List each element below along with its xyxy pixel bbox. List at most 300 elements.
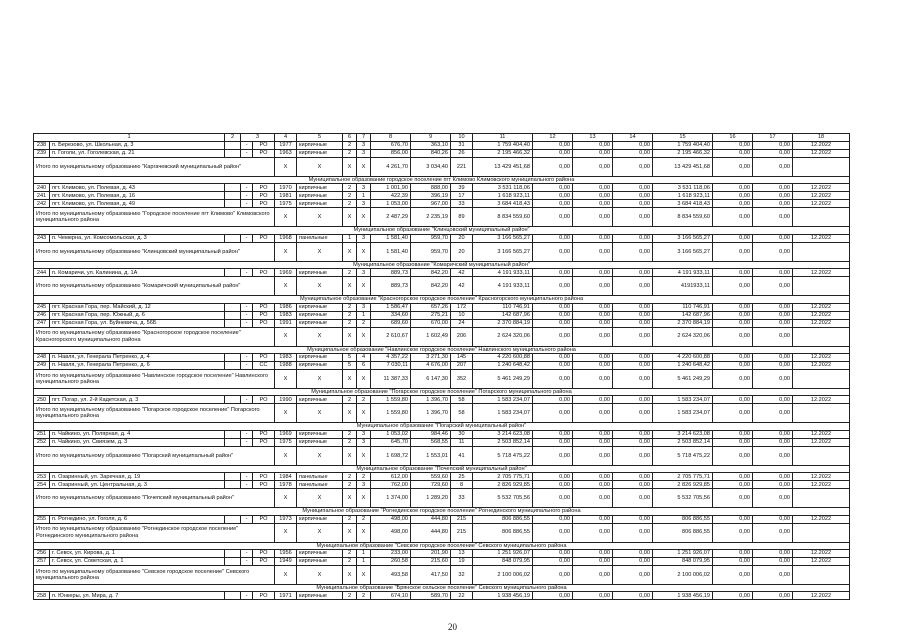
table-cell: кирпичные [297,354,343,362]
address-cell: пгт. Погар, ул. 2-й Кадетская, д. 3 [50,396,225,404]
table-cell: 2 [343,150,357,158]
table-cell: 0,00 [713,269,753,277]
table-cell: 848 079,95 [473,558,533,566]
subtotal-cell: 0,00 [573,404,613,423]
table-cell: 2 826 929,85 [653,481,713,489]
subtotal-cell: 221 [451,158,473,177]
section-header-row [34,296,850,303]
table-cell: 4 [357,354,371,362]
subtotal-cell: 4191933,11 [653,277,713,296]
table-cell: - [241,200,253,208]
subtotal-cell: X [357,277,371,296]
table-cell: 1 581,40 [371,234,411,242]
table-cell: 0,00 [613,150,653,158]
table-cell: 670,00 [411,319,451,327]
table-cell [225,362,241,370]
table-cell: 3 271,30 [411,354,451,362]
table-cell: 559,60 [411,473,451,481]
table-cell: 0,00 [613,303,653,311]
table-cell: РО [253,473,275,481]
table-cell: 0,00 [533,200,573,208]
table-cell: 253 [34,473,50,481]
table-cell: 1975 [275,438,297,446]
subtotal-cell: 0,00 [613,158,653,177]
table-cell: 0,00 [573,430,613,438]
subtotal-cell: X [275,404,297,423]
table-cell: 3 214 623,08 [653,430,713,438]
table-cell: 4 676,00 [411,362,451,370]
subtotal-cell: 0,00 [713,404,753,423]
table-cell: 1 583 234,07 [653,396,713,404]
subtotal-cell: 2 624 320,06 [473,327,533,346]
table-cell: 3 [357,269,371,277]
table-cell: - [241,354,253,362]
table-cell: 0,00 [713,558,753,566]
table-cell: панельные [297,473,343,481]
table-cell: 396,19 [411,192,451,200]
table-cell: 0,00 [753,200,793,208]
table-cell: 1981 [275,192,297,200]
table-cell: 0,00 [573,592,613,600]
table-cell: 689,60 [371,319,411,327]
table-cell: 142 687,96 [653,311,713,319]
table-cell: кирпичные [297,200,343,208]
table-cell: 12.2022 [793,269,850,277]
subtotal-cell: 1 553,01 [411,446,451,465]
table-cell: 0,00 [713,234,753,242]
table-cell: кирпичные [297,184,343,192]
table-cell: 3 [357,481,371,489]
table-cell: РО [253,311,275,319]
table-cell [225,592,241,600]
subtotal-cell [793,404,850,423]
table-row [34,438,850,446]
table-cell: 363,10 [411,142,451,150]
table-cell: - [241,592,253,600]
subtotal-cell: X [275,566,297,585]
subtotal-row [34,446,850,465]
table-cell: 2 370 884,19 [653,319,713,327]
table-cell: 3 [357,430,371,438]
subtotal-cell: 8 834 559,60 [473,208,533,227]
page-number: 20 [448,622,457,632]
table-cell: 1 583 234,07 [473,396,533,404]
subtotal-cell: 0,00 [573,158,613,177]
subtotal-label: Итого по муниципальному образованию "Рогнединское городское поселение" Рогнединского муниципального района [34,523,275,542]
table-cell: 1 938 456,19 [473,592,533,600]
subtotal-cell: 0,00 [713,277,753,296]
table-cell: - [241,558,253,566]
table-cell: 0,00 [573,396,613,404]
table-cell: 0,00 [613,438,653,446]
table-cell: 612,00 [371,473,411,481]
table-cell: 12.2022 [793,515,850,523]
table-cell: 3 531 118,06 [653,184,713,192]
subtotal-cell: X [297,566,343,585]
subtotal-cell: 0,00 [613,277,653,296]
header-cell: 13 [573,134,613,142]
table-cell: 0,00 [613,362,653,370]
table-cell: кирпичные [297,319,343,327]
table-cell: - [241,550,253,558]
subtotal-cell: 1 559,80 [371,404,411,423]
table-cell: 2 [343,303,357,311]
header-cell: 1 [34,134,225,142]
table-cell: 239 [34,150,50,158]
table-cell: 1 [343,234,357,242]
header-cell: 16 [713,134,753,142]
table-cell: 498,00 [371,515,411,523]
subtotal-cell [793,242,850,261]
section-title: Муниципальное образование "Погарский муниципальный район" [34,423,850,430]
table-cell: 10 [451,311,473,319]
table-cell: 0,00 [533,430,573,438]
subtotal-cell: X [297,404,343,423]
subtotal-cell: 3 166 565,27 [653,242,713,261]
table-row [34,303,850,311]
table-cell: 959,70 [411,234,451,242]
table-cell: 0,00 [753,234,793,242]
table-cell: 12.2022 [793,234,850,242]
table-cell: 967,00 [411,200,451,208]
table-cell: 1 053,00 [371,200,411,208]
table-cell: 172 [451,303,473,311]
table-row [34,354,850,362]
table-cell: 3 [357,234,371,242]
table-cell: 444,80 [411,515,451,523]
subtotal-cell: 5 718 475,22 [653,446,713,465]
table-cell: 0,00 [573,234,613,242]
table-row [34,311,850,319]
subtotal-cell: 41 [451,446,473,465]
subtotal-cell: 0,00 [533,242,573,261]
table-cell: кирпичные [297,269,343,277]
subtotal-cell: 2 235,19 [411,208,451,227]
table-cell: 0,00 [753,515,793,523]
table-cell: РО [253,481,275,489]
table-cell: 4 220 600,88 [473,354,533,362]
subtotal-row [34,523,850,542]
table-cell: 12.2022 [793,192,850,200]
subtotal-cell: X [357,158,371,177]
table-cell: кирпичные [297,192,343,200]
subtotal-cell: 0,00 [753,523,793,542]
address-cell: п. Навля, ул. Генерала Петренко, д. 4 [50,354,225,362]
table-cell: 13 [451,550,473,558]
subtotal-cell [793,566,850,585]
subtotal-cell: 0,00 [713,242,753,261]
subtotal-cell: 5 718 475,22 [473,446,533,465]
table-cell: 0,00 [713,150,753,158]
table-cell: 806 886,55 [473,515,533,523]
table-cell: 674,10 [371,592,411,600]
table-cell: 3 [357,150,371,158]
table-cell: 0,00 [753,362,793,370]
table-cell: 1 759 404,40 [653,142,713,150]
column-number-header-row [34,134,850,142]
table-cell: 1988 [275,362,297,370]
subtotal-cell [793,158,850,177]
section-header-row [34,177,850,184]
table-cell: 0,00 [613,515,653,523]
table-cell: 0,00 [533,269,573,277]
table-cell: - [241,362,253,370]
table-cell: 645,70 [371,438,411,446]
subtotal-cell: 0,00 [533,446,573,465]
table-cell: 2 705 775,71 [653,473,713,481]
subtotal-cell: X [297,523,343,542]
subtotal-cell: 352 [451,370,473,389]
address-cell: г. Севск, ул. Кирова, д. 1 [50,550,225,558]
table-cell: 0,00 [573,473,613,481]
table-cell: 0,00 [573,150,613,158]
table-cell: 20 [451,234,473,242]
table-cell: 0,00 [533,473,573,481]
subtotal-label: Итого по муниципальному образованию "Комаричский муниципальный район" [34,277,275,296]
table-cell: 0,00 [533,319,573,327]
table-cell: 1 618 923,11 [473,192,533,200]
table-cell: 0,00 [753,354,793,362]
table-cell: 0,00 [533,150,573,158]
table-cell: 0,00 [533,184,573,192]
subtotal-cell: 0,00 [713,566,753,585]
subtotal-cell: 0,00 [573,277,613,296]
table-cell: 0,00 [573,303,613,311]
subtotal-cell: X [357,370,371,389]
table-cell: 12.2022 [793,150,850,158]
table-row [34,362,850,370]
table-cell: 0,00 [573,142,613,150]
table-cell: 0,00 [533,396,573,404]
table-cell: кирпичные [297,430,343,438]
subtotal-row [34,208,850,227]
address-cell: пгт. Красная Гора, ул. Буйневича, д. 56Б [50,319,225,327]
table-cell: 848 079,95 [653,558,713,566]
subtotal-label: Итого по муниципальному образованию "Навлинское городское поселение" Навлинского муниципального района [34,370,275,389]
table-cell: 0,00 [613,473,653,481]
table-cell: 0,00 [753,142,793,150]
table-cell: - [241,473,253,481]
table-cell: 840,26 [411,150,451,158]
subtotal-cell: X [343,277,357,296]
table-cell [225,473,241,481]
table-cell: 2 195 466,32 [473,150,533,158]
table-cell: 0,00 [613,592,653,600]
section-title: Муниципальное образование "Комаричский муниципальный район" [34,261,850,268]
subtotal-cell: 1 583 234,07 [653,404,713,423]
table-cell: 0,00 [573,200,613,208]
table-cell: 0,00 [753,438,793,446]
subtotal-cell: 1 698,72 [371,446,411,465]
table-cell: 0,00 [613,319,653,327]
subtotal-cell: X [343,208,357,227]
subtotal-row [34,489,850,508]
table-cell: 0,00 [613,200,653,208]
table-cell: 0,00 [713,319,753,327]
table-cell: 1984 [275,473,297,481]
subtotal-label: Итого по муниципальному образованию "Севское городское поселение" Севского муниципального района [34,566,275,585]
subtotal-cell: X [357,208,371,227]
table-cell: 241 [34,192,50,200]
table-cell: 0,00 [753,303,793,311]
table-cell: 0,00 [713,354,753,362]
table-cell: 1971 [275,592,297,600]
table-cell: 17 [451,192,473,200]
subtotal-label: Итого по муниципальному образованию "Почепский муниципальный район" [34,489,275,508]
subtotal-cell [793,327,850,346]
subtotal-cell: 1 289,20 [411,489,451,508]
subtotal-cell: X [275,242,297,261]
table-cell [225,558,241,566]
table-cell: 0,00 [713,192,753,200]
subtotal-cell: 444,80 [411,523,451,542]
table-cell: 0,00 [713,438,753,446]
table-cell: 0,00 [753,481,793,489]
table-cell: 110 746,91 [473,303,533,311]
housing-registry-table [33,133,850,600]
header-cell: 9 [411,134,451,142]
table-cell: 3 [357,142,371,150]
table-row [34,269,850,277]
subtotal-cell: 493,58 [371,566,411,585]
header-cell: 11 [473,134,533,142]
table-cell: - [241,192,253,200]
table-cell: 0,00 [533,142,573,150]
table-cell: 0,00 [713,142,753,150]
table-cell: 12.2022 [793,200,850,208]
table-cell: - [241,430,253,438]
table-cell: 12.2022 [793,311,850,319]
table-cell: 1983 [275,311,297,319]
subtotal-cell: 1 581,40 [371,242,411,261]
header-cell: 3 [241,134,275,142]
table-cell: 889,73 [371,269,411,277]
subtotal-cell: 0,00 [533,158,573,177]
table-cell: РО [253,319,275,327]
table-cell [225,481,241,489]
address-cell: пгт. Климово, ул. Полевая, д. 43 [50,184,225,192]
subtotal-cell: 0,00 [753,446,793,465]
table-cell: 3 214 623,08 [473,430,533,438]
table-cell: 2 [343,319,357,327]
subtotal-cell: 0,00 [573,566,613,585]
subtotal-label: Итого по муниципальному образованию "Погарское городское поселение" Погарского муниципального района [34,404,275,423]
subtotal-cell: 0,00 [713,158,753,177]
table-cell: 0,00 [713,184,753,192]
subtotal-cell: 0,00 [573,370,613,389]
subtotal-cell: 842,20 [411,277,451,296]
table-cell: 1 251 926,07 [653,550,713,558]
address-cell: п. Березово, ул. Школьная, д. 3 [50,142,225,150]
subtotal-cell: 11 387,33 [371,370,411,389]
subtotal-cell: 0,00 [613,242,653,261]
address-cell: п. Гоголи, ул. Гоголевская, д. 21 [50,150,225,158]
table-cell: 1 251 926,07 [473,550,533,558]
subtotal-cell: 889,73 [371,277,411,296]
subtotal-cell: 1 374,00 [371,489,411,508]
table-cell: 1 240 648,42 [653,362,713,370]
table-row [34,142,850,150]
subtotal-cell: 0,00 [613,327,653,346]
table-cell: 2 [357,592,371,600]
subtotal-cell: 2 100 006,02 [653,566,713,585]
table-cell: 1 053,02 [371,430,411,438]
table-cell: РО [253,192,275,200]
subtotal-cell: 0,00 [573,208,613,227]
table-cell: - [241,269,253,277]
subtotal-cell: 0,00 [613,523,653,542]
table-row [34,150,850,158]
subtotal-cell: 0,00 [713,208,753,227]
table-cell: - [241,303,253,311]
table-cell: 248 [34,354,50,362]
table-cell: 201,90 [411,550,451,558]
section-title: Муниципальное образование городское поселение пгт Климово Климовского муниципального района [34,177,850,184]
table-row [34,592,850,600]
subtotal-cell: 0,00 [573,523,613,542]
table-cell: 0,00 [533,311,573,319]
subtotal-cell: 6 147,30 [411,370,451,389]
header-cell: 2 [225,134,241,142]
table-cell: 0,00 [753,592,793,600]
table-cell: 3 684 418,43 [653,200,713,208]
table-cell: 12.2022 [793,303,850,311]
table-cell: 1 [357,558,371,566]
table-cell: 1949 [275,558,297,566]
table-cell: 0,00 [713,200,753,208]
table-cell: 2 [343,192,357,200]
section-header-row [34,261,850,268]
table-cell: 0,00 [713,311,753,319]
table-cell: 0,00 [533,192,573,200]
table-cell: 2 [357,515,371,523]
table-cell: 12.2022 [793,592,850,600]
table-row [34,481,850,489]
table-cell: 0,00 [713,481,753,489]
table-cell: 33 [451,200,473,208]
table-cell: 0,00 [573,362,613,370]
table-cell: 856,00 [371,150,411,158]
table-cell: 0,00 [613,430,653,438]
subtotal-cell: X [297,208,343,227]
section-title: Муниципальное образование "Погарское городское поселение" Погарского муниципального района [34,389,850,396]
subtotal-cell: 3 034,40 [411,158,451,177]
table-cell: 238 [34,142,50,150]
subtotal-cell: 1 602,49 [411,327,451,346]
subtotal-cell: X [297,277,343,296]
table-cell: 0,00 [533,234,573,242]
table-cell: 1983 [275,354,297,362]
table-cell: 25 [451,473,473,481]
table-cell: 2 [343,430,357,438]
table-cell: 5 [343,354,357,362]
table-row [34,319,850,327]
subtotal-cell: 1 583 234,07 [473,404,533,423]
table-cell [225,515,241,523]
table-cell: 1990 [275,396,297,404]
table-cell: 0,00 [573,192,613,200]
subtotal-cell: 2 610,67 [371,327,411,346]
subtotal-cell: 0,00 [533,208,573,227]
subtotal-cell: 806 886,55 [653,523,713,542]
table-cell: 0,00 [573,550,613,558]
subtotal-cell: X [275,489,297,508]
subtotal-cell [793,370,850,389]
section-title: Муниципальное образование "Клинцовский муниципальный район" [34,227,850,234]
table-cell: 3 166 565,27 [653,234,713,242]
address-cell: п. Навля, ул. Генерала Петренко, д. 6 [50,362,225,370]
table-cell: - [241,438,253,446]
